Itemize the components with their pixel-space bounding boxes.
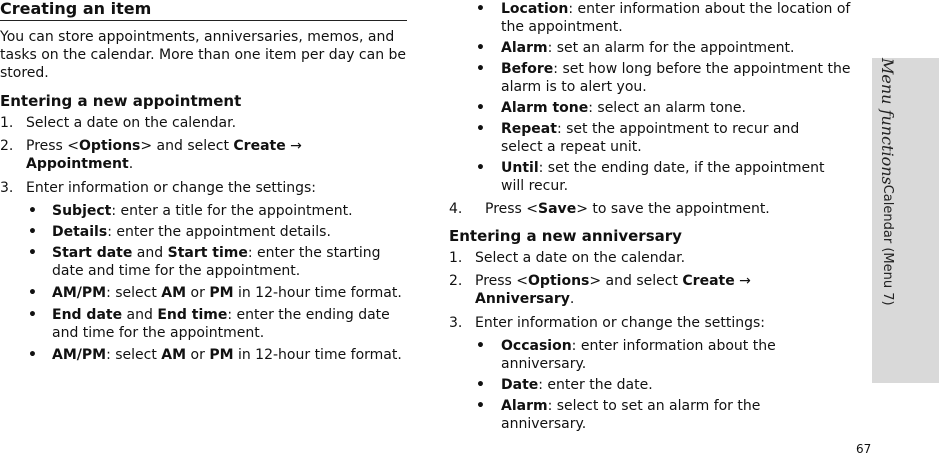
- bullet-icon: •: [28, 224, 37, 240]
- bullet-icon: •: [476, 1, 485, 17]
- subsection-title-appointment: Entering a new appointment: [0, 92, 242, 110]
- step-text-end: .: [569, 291, 575, 307]
- or: or: [186, 347, 210, 363]
- desc: : set the ending date, if the appointment will recur.: [501, 160, 825, 194]
- step-number: 1.: [449, 250, 463, 266]
- step-text-mid: > and select: [589, 273, 683, 289]
- desc: : enter the appointment details.: [107, 224, 331, 240]
- term: Before: [501, 61, 554, 77]
- step-text-pre: Press <: [485, 201, 539, 217]
- right-column: [449, 0, 859, 433]
- step-text-end: .: [128, 156, 134, 172]
- intro-paragraph: You can store appointments, anniversaries, memos, and tasks on the calendar. More than one item per day can be stored.: [0, 29, 407, 81]
- step-1: [0, 114, 408, 132]
- bullet-icon: •: [476, 377, 485, 393]
- desc: : enter information about the anniversary.: [501, 338, 776, 372]
- bullet-start-date: [0, 244, 408, 280]
- page-number: 67: [856, 442, 872, 456]
- bullet-icon: •: [476, 61, 485, 77]
- bullet-repeat: [449, 120, 836, 156]
- bullet-icon: •: [476, 338, 485, 354]
- step-text-pre: Press <: [26, 138, 80, 154]
- left-column: [0, 0, 408, 364]
- step-number: 2.: [0, 138, 14, 154]
- section-title: Calendar (Menu 7): [880, 184, 895, 306]
- desc-mid: and: [132, 245, 168, 261]
- step-4: [449, 200, 859, 218]
- term: Date: [501, 377, 539, 393]
- bullet-icon: •: [28, 307, 37, 323]
- step-text: Select a date on the calendar.: [475, 250, 686, 266]
- step-number: 3.: [0, 180, 14, 196]
- desc: : enter information about the location of the appointment.: [501, 1, 851, 35]
- bullet-before: [449, 60, 851, 96]
- bullet-until: [449, 159, 851, 195]
- bullet-icon: •: [28, 347, 37, 363]
- bullet-am-pm-start: [0, 284, 408, 302]
- desc-tail: in 12-hour time format.: [233, 347, 402, 363]
- create-menu-item: Create: [682, 273, 735, 289]
- term: Location: [501, 1, 569, 17]
- appointment-menu-item: Appointment: [26, 156, 129, 172]
- bullet-date: [449, 376, 859, 394]
- bullet-occasion: [449, 337, 831, 373]
- desc: : enter a title for the appointment.: [111, 203, 353, 219]
- desc: : enter the date.: [538, 377, 653, 393]
- term: AM/PM: [52, 347, 107, 363]
- desc-mid: and: [122, 307, 158, 323]
- desc: : enter the ending date and time for the appointment.: [52, 307, 390, 341]
- desc: : enter the starting date and time for the appointment.: [52, 245, 381, 279]
- desc: : set the appointment to recur and select a repeat unit.: [501, 121, 800, 155]
- step-text-post: > to save the appointment.: [576, 201, 770, 217]
- bullet-anniv-alarm: [449, 397, 841, 433]
- step-number: 4.: [449, 201, 463, 217]
- bullet-subject: [0, 202, 408, 220]
- bullet-icon: •: [28, 285, 37, 301]
- step-number: 3.: [449, 315, 463, 331]
- desc: : set how long before the appointment the alarm is to alert you.: [501, 61, 851, 95]
- term: Alarm: [501, 398, 548, 414]
- term: End date: [52, 307, 123, 323]
- step-number: 2.: [449, 273, 463, 289]
- desc: : set an alarm for the appointment.: [547, 40, 795, 56]
- step-text-pre: Press <: [475, 273, 529, 289]
- section-title-creating-item: Creating an item: [0, 0, 407, 21]
- bullet-icon: •: [476, 40, 485, 56]
- subsection-title-anniversary: Entering a new anniversary: [449, 227, 682, 245]
- term: Alarm: [501, 40, 548, 56]
- am: AM: [161, 285, 187, 301]
- desc: : select to set an alarm for the anniversary.: [501, 398, 761, 432]
- step-number: 1.: [0, 115, 14, 131]
- bullet-icon: •: [476, 160, 485, 176]
- options-softkey: Options: [79, 138, 141, 154]
- bullet-end-date: [0, 306, 408, 342]
- term: AM/PM: [52, 285, 107, 301]
- step-text-mid: > and select: [140, 138, 234, 154]
- desc-tail: in 12-hour time format.: [233, 285, 402, 301]
- bullet-details: [0, 223, 408, 241]
- term: Alarm tone: [501, 100, 589, 116]
- term: Until: [501, 160, 539, 176]
- bullet-am-pm-end: [0, 346, 408, 364]
- chapter-title: Menu functions: [878, 58, 897, 185]
- term2: End time: [157, 307, 228, 323]
- anniv-step-3: [449, 314, 859, 332]
- anniv-step-2: [449, 272, 859, 308]
- step-2: [0, 137, 408, 173]
- arrow-icon: →: [734, 273, 751, 289]
- term: Details: [52, 224, 108, 240]
- bullet-icon: •: [28, 203, 37, 219]
- bullet-location: [449, 0, 853, 36]
- options-softkey: Options: [528, 273, 590, 289]
- sidebar-label: [872, 58, 902, 383]
- save-softkey: Save: [538, 201, 577, 217]
- or: or: [186, 285, 210, 301]
- am: AM: [161, 347, 187, 363]
- anniv-step-1: [449, 249, 859, 267]
- bullet-alarm: [449, 39, 859, 57]
- anniversary-menu-item: Anniversary: [475, 291, 570, 307]
- step-text: Enter information or change the settings:: [26, 180, 316, 196]
- bullet-icon: •: [476, 121, 485, 137]
- bullet-icon: •: [28, 245, 37, 261]
- create-menu-item: Create: [233, 138, 286, 154]
- term: Start date: [52, 245, 133, 261]
- arrow-icon: →: [285, 138, 302, 154]
- desc: : select: [106, 285, 162, 301]
- desc: : select: [106, 347, 162, 363]
- bullet-icon: •: [476, 398, 485, 414]
- step-text: Select a date on the calendar.: [26, 115, 237, 131]
- term: Subject: [52, 203, 112, 219]
- term: Repeat: [501, 121, 557, 137]
- pm: PM: [209, 347, 234, 363]
- term2: Start time: [167, 245, 248, 261]
- term: Occasion: [501, 338, 572, 354]
- bullet-icon: •: [476, 100, 485, 116]
- step-3: [0, 179, 408, 197]
- step-text: Enter information or change the settings:: [475, 315, 765, 331]
- pm: PM: [209, 285, 234, 301]
- desc: : select an alarm tone.: [588, 100, 746, 116]
- bullet-alarm-tone: [449, 99, 859, 117]
